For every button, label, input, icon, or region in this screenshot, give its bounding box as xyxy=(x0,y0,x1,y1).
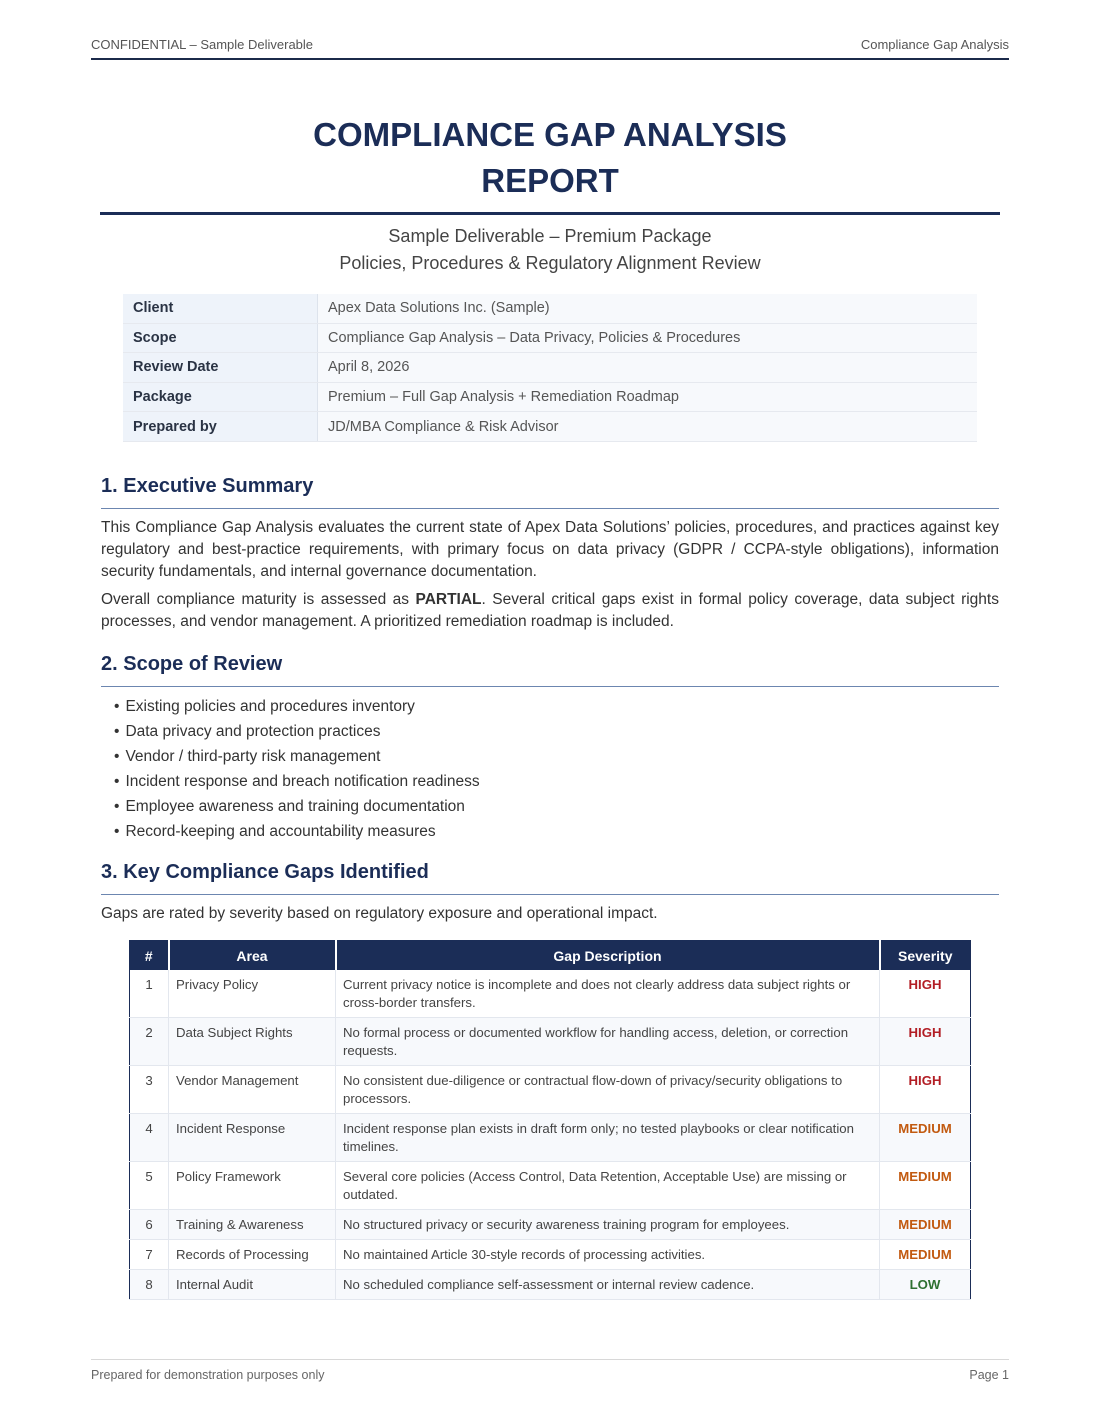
gap-number: 3 xyxy=(130,1066,169,1114)
severity-badge: MEDIUM xyxy=(880,1210,971,1240)
info-label: Scope xyxy=(123,323,318,353)
column-header-severity: Severity xyxy=(880,941,971,971)
gap-number: 2 xyxy=(130,1018,169,1066)
summary-text-pre: Overall compliance maturity is assessed as xyxy=(101,591,416,608)
list-item xyxy=(114,796,480,821)
gap-number: 5 xyxy=(130,1162,169,1210)
gap-description: No consistent due-diligence or contractual flow-down of privacy/security obligations to processors. xyxy=(336,1066,880,1114)
gap-number: 4 xyxy=(130,1114,169,1162)
table-row xyxy=(130,1162,971,1210)
gap-table xyxy=(129,940,971,1300)
executive-summary-paragraph-2 xyxy=(101,589,999,633)
gap-description: Incident response plan exists in draft form only; no tested playbooks or clear notification timelines. xyxy=(336,1114,880,1162)
column-header-gap-description: Gap Description xyxy=(336,941,880,971)
info-label: Review Date xyxy=(123,353,318,383)
gap-number: 6 xyxy=(130,1210,169,1240)
table-row xyxy=(130,1240,971,1270)
column-header-number: # xyxy=(130,941,169,971)
table-row xyxy=(130,1018,971,1066)
info-value: Premium – Full Gap Analysis + Remediation Roadmap xyxy=(318,382,978,412)
footer-disclaimer: Prepared for demonstration purposes only xyxy=(91,1368,325,1382)
severity-badge: HIGH xyxy=(880,970,971,1018)
header-confidential-label: CONFIDENTIAL – Sample Deliverable xyxy=(91,37,314,52)
info-row-scope xyxy=(123,323,977,353)
executive-summary-paragraph-1: This Compliance Gap Analysis evaluates the current state of Apex Data Solutions’ policies, procedures, and practices against key regulatory and best-practice requirements, with primary focus on data privacy (GDPR / CCPA-style obligations), information security fundamentals, and internal governance documentation. xyxy=(101,519,999,580)
bullet-icon: • xyxy=(114,823,120,840)
gap-area: Records of Processing xyxy=(169,1240,336,1270)
severity-badge: HIGH xyxy=(880,1018,971,1066)
report-info-table xyxy=(123,294,977,442)
gap-number: 1 xyxy=(130,970,169,1018)
info-label: Package xyxy=(123,382,318,412)
gap-description: No formal process or documented workflow for handling access, deletion, or correction requests. xyxy=(336,1018,880,1066)
info-value: Apex Data Solutions Inc. (Sample) xyxy=(318,294,978,323)
gap-number: 8 xyxy=(130,1270,169,1300)
subtitle-review: Policies, Procedures & Regulatory Alignment Review xyxy=(339,253,761,273)
page-header xyxy=(91,36,1009,60)
report-title xyxy=(100,112,1000,204)
gap-area: Internal Audit xyxy=(169,1270,336,1300)
table-row xyxy=(130,970,971,1018)
info-label: Client xyxy=(123,294,318,323)
info-row-review-date xyxy=(123,353,977,383)
list-item-text: Vendor / third-party risk management xyxy=(125,748,381,765)
severity-badge: MEDIUM xyxy=(880,1114,971,1162)
info-value: JD/MBA Compliance & Risk Advisor xyxy=(318,412,978,442)
info-row-package xyxy=(123,382,977,412)
section-heading-gaps: 3. Key Compliance Gaps Identified xyxy=(101,861,999,895)
info-row-prepared-by xyxy=(123,412,977,442)
title-divider xyxy=(100,212,1000,215)
gaps-intro: Gaps are rated by severity based on regulatory exposure and operational impact. xyxy=(101,905,658,922)
page-number: Page 1 xyxy=(969,1368,1009,1382)
summary-text-post: . Several critical gaps exist in formal policy coverage, data subject rights processes, and vendor management. A prioritized remediation roadmap is included. xyxy=(101,591,999,630)
title-line-1: COMPLIANCE GAP ANALYSIS xyxy=(313,116,787,153)
list-item-text: Data privacy and protection practices xyxy=(125,723,381,740)
gap-area: Vendor Management xyxy=(169,1066,336,1114)
gap-description: No maintained Article 30-style records of processing activities. xyxy=(336,1240,880,1270)
info-value: Compliance Gap Analysis – Data Privacy, Policies & Procedures xyxy=(318,323,978,353)
gap-description: Several core policies (Access Control, Data Retention, Acceptable Use) are missing or outdated. xyxy=(336,1162,880,1210)
page-footer xyxy=(91,1359,1009,1384)
bullet-icon: • xyxy=(114,798,120,815)
subtitle-package: Sample Deliverable – Premium Package xyxy=(388,226,712,246)
severity-badge: MEDIUM xyxy=(880,1240,971,1270)
list-item-text: Existing policies and procedures inventory xyxy=(125,698,415,715)
severity-badge: LOW xyxy=(880,1270,971,1300)
maturity-rating: PARTIAL xyxy=(415,591,482,608)
scope-list xyxy=(114,696,480,846)
gap-table-header xyxy=(130,941,971,971)
gap-number: 7 xyxy=(130,1240,169,1270)
gap-area: Privacy Policy xyxy=(169,970,336,1018)
table-row xyxy=(130,1270,971,1300)
list-item-text: Record-keeping and accountability measures xyxy=(125,823,436,840)
bullet-icon: • xyxy=(114,698,120,715)
section-heading-executive-summary: 1. Executive Summary xyxy=(101,475,999,509)
severity-badge: HIGH xyxy=(880,1066,971,1114)
list-item xyxy=(114,696,480,721)
gap-area: Training & Awareness xyxy=(169,1210,336,1240)
table-row xyxy=(130,1114,971,1162)
bullet-icon: • xyxy=(114,723,120,740)
column-header-area: Area xyxy=(169,941,336,971)
gap-area: Data Subject Rights xyxy=(169,1018,336,1066)
list-item xyxy=(114,771,480,796)
table-row xyxy=(130,1066,971,1114)
list-item xyxy=(114,821,480,846)
info-value: April 8, 2026 xyxy=(318,353,978,383)
severity-badge: MEDIUM xyxy=(880,1162,971,1210)
gap-description: No structured privacy or security awareness training program for employees. xyxy=(336,1210,880,1240)
list-item-text: Incident response and breach notification readiness xyxy=(125,773,480,790)
list-item xyxy=(114,746,480,771)
gap-area: Policy Framework xyxy=(169,1162,336,1210)
table-row xyxy=(130,1210,971,1240)
list-item-text: Employee awareness and training documentation xyxy=(125,798,465,815)
gap-description: Current privacy notice is incomplete and does not clearly address data subject rights or cross-border transfers. xyxy=(336,970,880,1018)
bullet-icon: • xyxy=(114,748,120,765)
gap-area: Incident Response xyxy=(169,1114,336,1162)
bullet-icon: • xyxy=(114,773,120,790)
gap-description: No scheduled compliance self-assessment or internal review cadence. xyxy=(336,1270,880,1300)
title-line-2: REPORT xyxy=(481,162,619,199)
info-row-client xyxy=(123,294,977,323)
section-heading-scope: 2. Scope of Review xyxy=(101,653,999,687)
list-item xyxy=(114,721,480,746)
info-label: Prepared by xyxy=(123,412,318,442)
header-document-title: Compliance Gap Analysis xyxy=(860,37,1009,52)
